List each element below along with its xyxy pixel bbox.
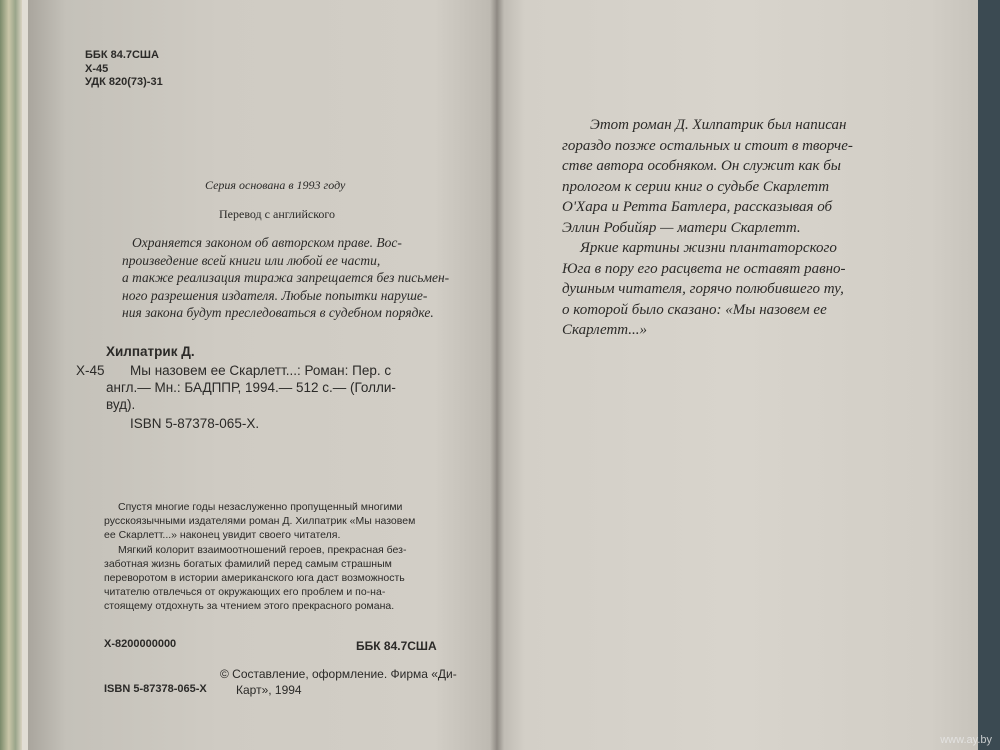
annotation — [104, 500, 415, 614]
annotation-line: стоящему отдохнуть за чтением этого прекрасного романа. — [104, 600, 395, 613]
catalog-code: Х-45 — [85, 63, 109, 75]
description-line: Скарлетт...» — [562, 322, 648, 338]
catalog-line: Мы назовем ее Скарлетт...: Роман: Пер. с — [130, 363, 392, 378]
annotation-line: ее Скарлетт...» наконец увидит своего читателя. — [104, 529, 341, 542]
bbk-code: ББК 84.7США — [85, 49, 159, 61]
description-line: О'Хара и Ретта Батлера, рассказывая об — [562, 199, 833, 215]
udk-code: УДК 820(73)-31 — [85, 76, 163, 88]
right-page — [496, 0, 978, 750]
description-line: душным читателя, горячо полюбившего ту, — [562, 281, 844, 297]
description-line: стве автора особняком. Он служит как бы — [562, 158, 841, 174]
annotation-line: читателю отвлечься от окружающих его проблем и по-на- — [104, 586, 386, 599]
description-line: Юга в пору его расцвета не оставят равно- — [562, 260, 846, 277]
catalog-line: вуд). — [106, 397, 136, 412]
book-edge — [0, 0, 22, 750]
copyright-line: произведение всей книги или любой ее части, — [122, 252, 381, 268]
catalog-author: Хилпатрик Д. — [106, 344, 195, 359]
catalog-entry — [106, 362, 396, 432]
description-line: о которой было сказано: «Мы назовем ее — [562, 301, 827, 318]
annotation-line: Мягкий колорит взаимоотношений героев, прекрасная без- — [118, 543, 407, 556]
annotation-line: заботная жизнь богатых фамилий перед самым страшным — [104, 557, 392, 570]
annotation-line: русскоязычными издателями роман Д. Хилпатрик «Мы назовем — [104, 515, 416, 528]
watermark: www.ay.by — [940, 734, 992, 746]
description-line: Яркие картины жизни плантаторского — [580, 240, 837, 256]
annotation-line: Спустя многие годы незаслуженно пропущенный многими — [118, 501, 403, 513]
series-note: Серия основана в 1993 году — [205, 178, 346, 192]
footer-copyright-line: Карт», 1994 — [236, 683, 302, 697]
annotation-line: переворотом в истории американского юга даст возможность — [104, 572, 405, 585]
copyright-line: ного разрешения издателя. Любые попытки наруше- — [122, 287, 428, 303]
description-line: прологом к серии книг о судьбе Скарлетт — [562, 178, 830, 195]
footer-isbn: ISBN 5-87378-065-Х — [104, 683, 207, 695]
description-line: Этот роман Д. Хилпатрик был написан — [590, 117, 847, 133]
catalog-line: англ.— Мн.: БАДППР, 1994.— 512 с.— (Голли- — [106, 380, 396, 395]
copyright-notice — [122, 234, 449, 322]
book-gutter — [490, 0, 504, 750]
footer-copyright — [220, 666, 457, 698]
copyright-line: ния закона будут преследоваться в судебном порядке. — [122, 305, 434, 320]
footer-bbk: ББК 84.7США — [356, 639, 437, 653]
footer-copyright-line: © Составление, оформление. Фирма «Ди- — [220, 667, 457, 681]
catalog-side-code: Х-45 — [76, 363, 105, 378]
description-line: гораздо позже остальных и стоит в творче- — [562, 137, 853, 154]
footer-code: Х-8200000000 — [104, 638, 177, 650]
copyright-line: Охраняется законом об авторском праве. Вос- — [132, 235, 402, 250]
copyright-line: а также реализация тиража запрещается без письмен- — [122, 270, 450, 285]
book-description — [562, 115, 853, 341]
translation-note: Перевод с английского — [219, 207, 336, 221]
description-line: Эллин Робийяр — матери Скарлетт. — [562, 219, 801, 236]
catalog-isbn: ISBN 5-87378-065-Х. — [130, 416, 260, 431]
